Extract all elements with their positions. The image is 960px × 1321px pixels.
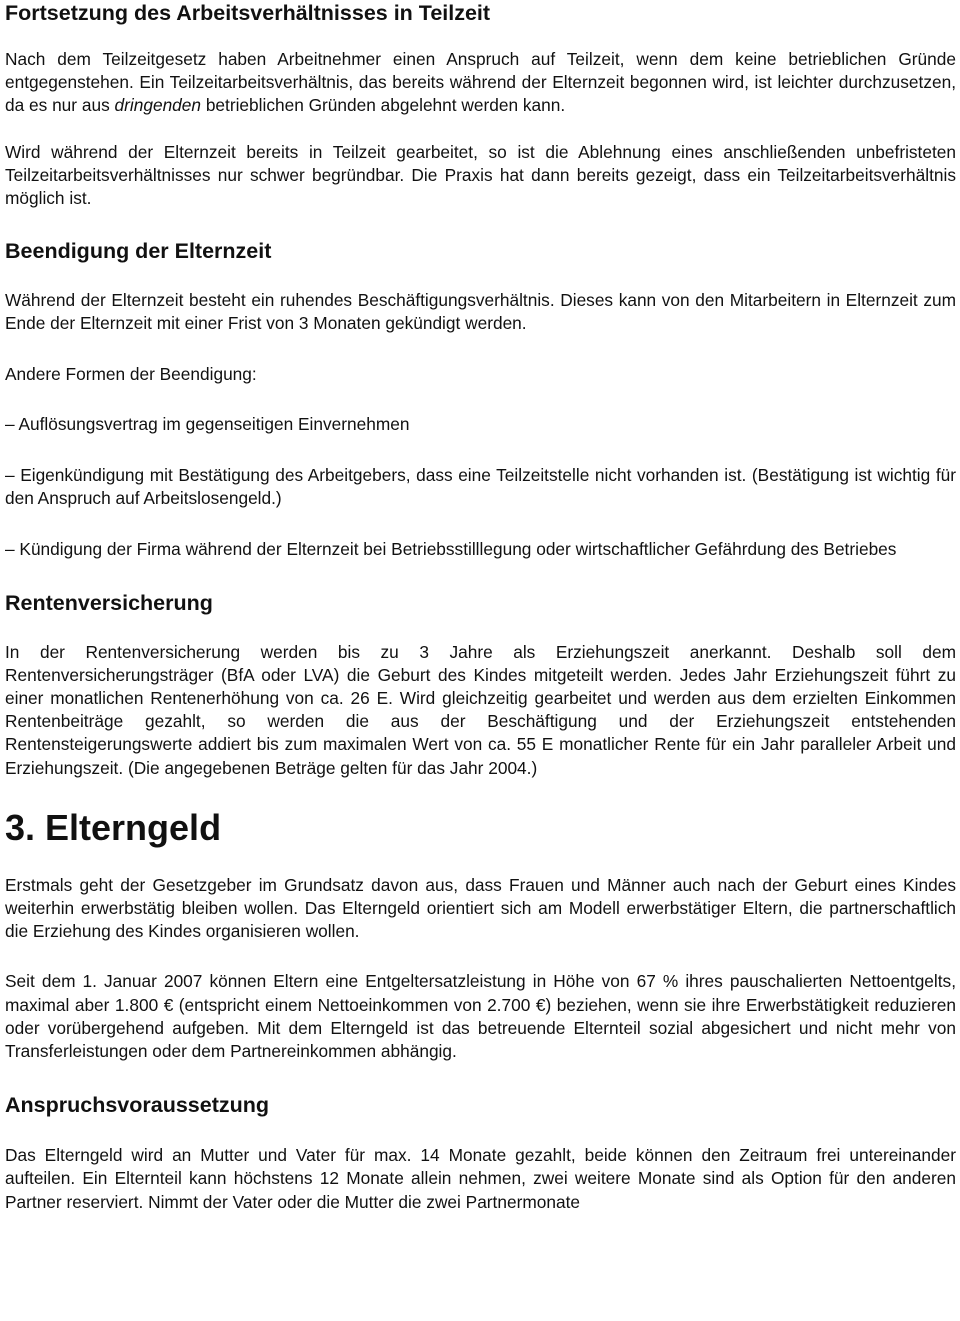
paragraph-teilzeit-1-emphasis: dringenden [114, 95, 202, 116]
paragraph-beendigung-intro: Andere Formen der Beendigung: [5, 363, 257, 384]
paragraph-beendigung-1: Während der Elternzeit besteht ein ruhendes Beschäftigungsverhältnis. Dieses kann von den Mitarbeitern in Elternzeit zum Ende der Elternzeit mit einer Frist von 3 Monaten gekündigt werden. [5, 290, 956, 334]
heading-anspruchsvoraussetzung: Anspruchsvoraussetzung [5, 1093, 270, 1118]
paragraph-teilzeit-1 [5, 48, 956, 118]
paragraph-teilzeit-2: Wird während der Elternzeit bereits in Teilzeit gearbeitet, so ist die Ablehnung eines anschließenden unbefristeten Teilzeitarbeitsverhältnisses nur schwer begründbar. Die Praxis hat dann bereits gezeigt, dass ein Teilzeitarbeitsverhältnis möglich ist. [5, 141, 956, 209]
paragraph-anspruchsvoraussetzung: Das Elterngeld wird an Mutter und Vater für max. 14 Monate gezahlt, beide können den Zeitraum frei untereinander aufteilen. Ein Elternteil kann höchstens 12 Monate allein nehmen, zwei weitere Monate sind als Option für den anderen Partner reserviert. Nimmt der Vater oder die Mutter die zwei Partnermonate [5, 1145, 956, 1212]
heading-beendigung: Beendigung der Elternzeit [5, 239, 272, 264]
paragraph-elterngeld-2: Seit dem 1. Januar 2007 können Eltern eine Entgeltersatzleistung in Höhe von 67 % ihres pauschalierten Nettoentgelts, maximal aber 1.800 € (entspricht einem Nettoeinkommen von 2.700 €) beziehen, wenn sie ihre Erwerbstätigkeit reduzieren oder vorübergehend aufgeben. Mit dem Elterngeld ist das betreuende Elternteil sozial abgesichert und nicht mehr von Transferleistungen oder dem Partnereinkommen abhängig. [5, 971, 956, 1062]
list-item-aufloesung: – Auflösungsvertrag im gegenseitigen Einvernehmen [5, 413, 410, 434]
list-item-kuendigung-firma: – Kündigung der Firma während der Elternzeit bei Betriebsstilllegung oder wirtschaftlicher Gefährdung des Betriebes [5, 539, 897, 560]
paragraph-elterngeld-1: Erstmals geht der Gesetzgeber im Grundsatz davon aus, dass Frauen und Männer auch nach der Geburt eines Kindes weiterhin erwerbstätig bleiben wollen. Das Elterngeld orientiert sich am Modell erwerbstätiger Eltern, die partnerschaftlich die Erziehung des Kindes organisieren wollen. [5, 874, 956, 942]
paragraph-teilzeit-1-text-b: betrieblichen Gründen abgelehnt werden kann. [201, 95, 566, 116]
paragraph-teilzeit-1-text-a: Nach dem Teilzeitgesetz haben Arbeitnehmer einen Anspruch auf Teilzeit, wenn dem keine betrieblichen Gründe entgegenstehen. Ein Teilzeitarbeitsverhältnis, das bereits während der Elternzeit begonnen wird, ist leichter durchzusetzen, da es nur aus [5, 49, 956, 116]
heading-rentenversicherung: Rentenversicherung [5, 590, 213, 615]
heading-teilzeit: Fortsetzung des Arbeitsverhältnisses in Teilzeit [5, 1, 491, 25]
list-item-eigenkuendigung: – Eigenkündigung mit Bestätigung des Arbeitgebers, dass eine Teilzeitstelle nicht vorhanden ist. (Bestätigung ist wichtig für den Anspruch auf Arbeitslosengeld.) [5, 465, 956, 509]
heading-elterngeld: 3. Elterngeld [5, 806, 222, 848]
paragraph-rentenversicherung: In der Rentenversicherung werden bis zu 3 Jahre als Erziehungszeit anerkannt. Deshalb soll dem Rentenversicherungsträger (BfA oder LVA) die Geburt des Kindes mitgeteilt werden. Jedes Jahr Erziehungszeit führt zu einer monatlichen Rentenerhöhung von ca. 26 E. Wird gleichzeitig gearbeitet und werden aus dem erzielten Einkommen Rentenbeiträge gezahlt, so werden die aus der Beschäftigung und der Erziehungszeit entstehenden Rentensteigerungswerte addiert bis zum maximalen Wert von ca. 55 E monatlicher Rente für ein Jahr paralleler Arbeit und Erziehungszeit. (Die angegebenen Beträge gelten für das Jahr 2004.) [5, 641, 956, 778]
